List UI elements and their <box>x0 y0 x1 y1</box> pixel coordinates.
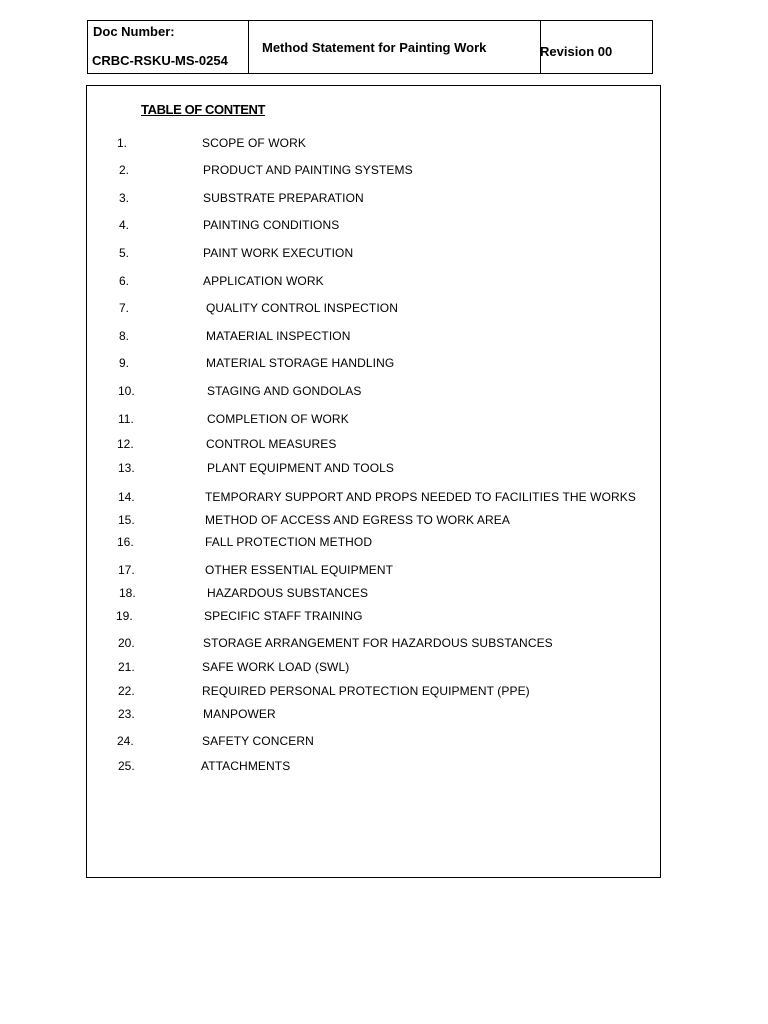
toc-item <box>87 513 657 531</box>
toc-item-number: 16. <box>117 535 134 549</box>
document-header-table <box>87 20 653 74</box>
toc-item <box>87 734 657 752</box>
toc-item <box>87 329 657 347</box>
toc-item-number: 20. <box>118 636 135 650</box>
doc-number-cell <box>88 21 249 73</box>
toc-item-text: OTHER ESSENTIAL EQUIPMENT <box>205 563 394 577</box>
toc-item-number: 6. <box>119 274 130 288</box>
toc-item-text: MATERIAL STORAGE HANDLING <box>206 356 395 370</box>
toc-item-number: 1. <box>117 136 128 150</box>
toc-item-text: SCOPE OF WORK <box>202 136 306 150</box>
toc-item-number: 14. <box>118 490 135 504</box>
toc-item <box>87 586 657 604</box>
toc-item-text: HAZARDOUS SUBSTANCES <box>207 586 369 600</box>
toc-item-text: SUBSTRATE PREPARATION <box>203 191 364 205</box>
toc-item-text: PAINTING CONDITIONS <box>203 218 340 232</box>
toc-item <box>87 563 657 581</box>
toc-item-number: 13. <box>118 461 135 475</box>
toc-item-text: METHOD OF ACCESS AND EGRESS TO WORK AREA <box>205 513 510 527</box>
toc-item-text: QUALITY CONTROL INSPECTION <box>206 301 398 315</box>
toc-item-text: SAFETY CONCERN <box>202 734 314 748</box>
toc-item <box>87 707 657 725</box>
toc-item <box>87 535 657 553</box>
document-title: Method Statement for Painting Work <box>262 40 487 55</box>
toc-item-number: 19. <box>116 609 133 623</box>
toc-item-text: REQUIRED PERSONAL PROTECTION EQUIPMENT (PPE) <box>202 684 530 698</box>
toc-item-number: 23. <box>118 707 135 721</box>
toc-item-text: ATTACHMENTS <box>201 759 291 773</box>
toc-heading: TABLE OF CONTENT <box>141 102 266 117</box>
toc-item-text: STORAGE ARRANGEMENT FOR HAZARDOUS SUBSTANCES <box>203 636 553 650</box>
toc-item-text: COMPLETION OF WORK <box>207 412 349 426</box>
toc-item <box>87 636 657 654</box>
toc-item <box>87 163 657 181</box>
toc-item-text: PRODUCT AND PAINTING SYSTEMS <box>203 163 413 177</box>
toc-item <box>87 356 657 374</box>
toc-item <box>87 759 657 777</box>
toc-item-text: MATAERIAL INSPECTION <box>206 329 351 343</box>
title-cell <box>249 21 541 73</box>
toc-item-text: APPLICATION WORK <box>203 274 324 288</box>
toc-item <box>87 437 657 455</box>
toc-item <box>87 191 657 209</box>
toc-item-number: 3. <box>119 191 130 205</box>
toc-item-number: 12. <box>117 437 134 451</box>
toc-item <box>87 684 657 702</box>
toc-item-number: 4. <box>119 218 130 232</box>
toc-item-number: 22. <box>118 684 135 698</box>
toc-item-number: 18. <box>119 586 136 600</box>
toc-item <box>87 136 657 154</box>
toc-item-text: FALL PROTECTION METHOD <box>205 535 373 549</box>
toc-item-number: 24. <box>117 734 134 748</box>
toc-item <box>87 384 657 402</box>
revision-label: Revision 00 <box>540 44 613 59</box>
toc-item <box>87 218 657 236</box>
toc-item <box>87 609 657 627</box>
toc-item-number: 7. <box>119 301 130 315</box>
toc-item-number: 9. <box>119 356 130 370</box>
toc-item <box>87 246 657 264</box>
toc-item-text: STAGING AND GONDOLAS <box>207 384 362 398</box>
toc-item-number: 25. <box>118 759 135 773</box>
doc-number-label: Doc Number: <box>93 24 175 39</box>
toc-item-number: 15. <box>118 513 135 527</box>
toc-item-text: SAFE WORK LOAD (SWL) <box>202 660 350 674</box>
toc-item <box>87 412 657 430</box>
toc-item-number: 11. <box>118 412 134 426</box>
toc-item-number: 17. <box>118 563 135 577</box>
toc-item-number: 2. <box>119 163 130 177</box>
toc-item-text: TEMPORARY SUPPORT AND PROPS NEEDED TO FACILITIES THE WORKS <box>205 490 637 504</box>
toc-item <box>87 461 657 479</box>
toc-item-number: 10. <box>118 384 135 398</box>
toc-item-text: SPECIFIC STAFF TRAINING <box>204 609 363 623</box>
toc-item <box>87 490 657 508</box>
toc-item-number: 21. <box>118 660 135 674</box>
toc-item-number: 8. <box>119 329 130 343</box>
toc-item <box>87 301 657 319</box>
toc-item <box>87 274 657 292</box>
toc-item-text: CONTROL MEASURES <box>206 437 337 451</box>
revision-cell <box>541 21 652 73</box>
table-of-content-box <box>86 85 661 878</box>
toc-item-text: PAINT WORK EXECUTION <box>203 246 354 260</box>
doc-number-value: CRBC-RSKU-MS-0254 <box>92 53 228 68</box>
toc-item <box>87 660 657 678</box>
toc-item-text: PLANT EQUIPMENT AND TOOLS <box>207 461 394 475</box>
toc-item-number: 5. <box>119 246 130 260</box>
toc-item-text: MANPOWER <box>203 707 276 721</box>
